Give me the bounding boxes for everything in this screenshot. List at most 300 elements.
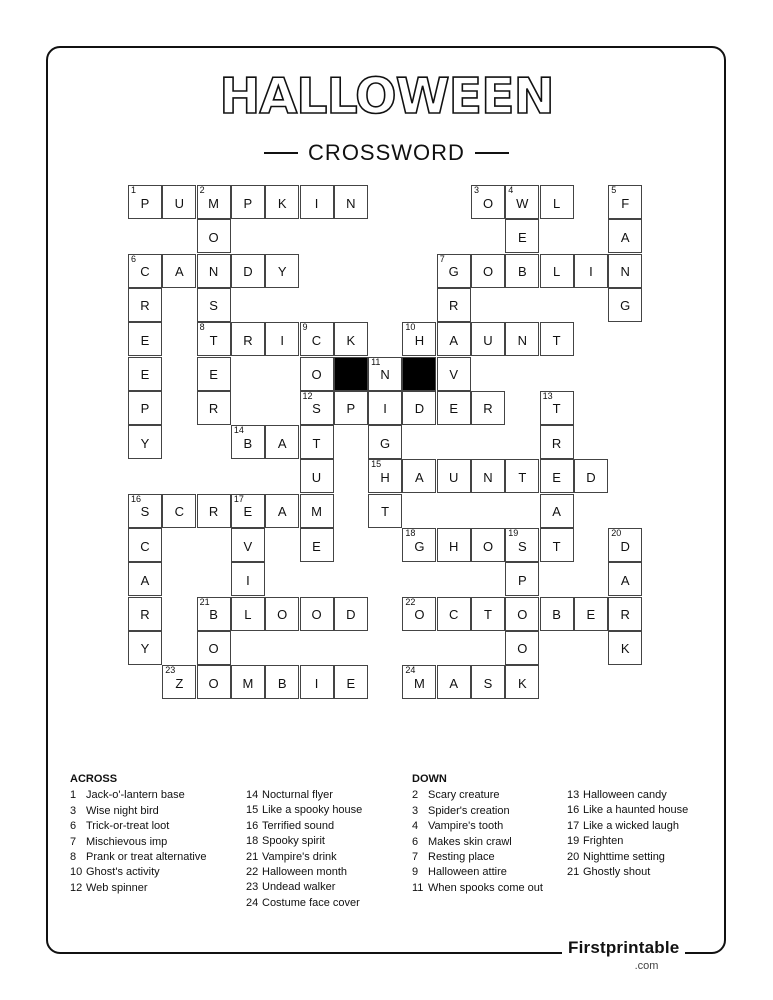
cell-letter: T <box>518 469 527 485</box>
clue-item <box>246 834 362 849</box>
grid-cell[interactable] <box>300 459 334 493</box>
clue-item-text: Nighttime setting <box>583 850 665 863</box>
black-cell <box>402 357 436 391</box>
brand-domain: .com <box>634 960 659 972</box>
cell-letter: R <box>243 332 253 348</box>
cell-letter: P <box>140 401 150 417</box>
cell-letter: E <box>586 607 596 623</box>
cell-letter: R <box>551 435 562 451</box>
grid-cell[interactable] <box>471 322 505 356</box>
across-clues-column-1 <box>70 772 206 896</box>
clue-number: 9 <box>302 322 308 333</box>
clue-item-text: Like a haunted house <box>583 804 689 817</box>
grid-cell[interactable] <box>608 597 642 631</box>
grid-cell[interactable] <box>540 459 574 493</box>
cell-letter: E <box>449 401 459 417</box>
cell-letter: A <box>552 504 561 520</box>
cell-letter: Y <box>140 641 150 657</box>
cell-letter: K <box>620 641 630 657</box>
clue-number: 13 <box>542 390 553 401</box>
cell-letter: R <box>140 607 150 623</box>
cell-letter: I <box>383 401 387 417</box>
cell-letter: E <box>209 367 218 382</box>
clue-item-text: Ghostly shout <box>583 866 651 879</box>
cell-letter: B <box>243 435 253 451</box>
cell-letter: A <box>140 572 150 588</box>
clue-item <box>412 819 543 834</box>
grid-cell[interactable] <box>300 597 334 631</box>
grid-cell[interactable] <box>368 494 402 528</box>
grid-cell[interactable] <box>505 631 539 665</box>
grid-cell[interactable] <box>197 254 231 288</box>
cell-letter: G <box>620 298 631 314</box>
grid-cell[interactable] <box>505 185 539 219</box>
grid-cell[interactable] <box>608 254 642 288</box>
grid-cell[interactable] <box>402 322 436 356</box>
grid-cell[interactable] <box>231 597 265 631</box>
grid-cell[interactable] <box>162 254 196 288</box>
grid-cell[interactable] <box>197 391 231 425</box>
clue-item-text: Nocturnal flyer <box>262 789 333 801</box>
cell-letter: D <box>414 401 425 417</box>
clue-item <box>70 850 206 865</box>
grid-cell[interactable] <box>334 391 368 425</box>
clue-item-text: Terrified sound <box>262 819 335 832</box>
grid-cell[interactable] <box>437 322 471 356</box>
grid-cell[interactable] <box>505 665 539 699</box>
grid-cell[interactable] <box>300 391 334 425</box>
grid-cell[interactable] <box>505 219 539 253</box>
clue-item-text: Scary creature <box>428 789 500 802</box>
grid-cell[interactable] <box>128 562 162 596</box>
cell-letter: W <box>516 195 529 211</box>
clue-number: 5 <box>611 185 617 195</box>
clue-number: 21 <box>199 596 210 607</box>
cell-letter: A <box>277 504 287 520</box>
cell-letter: T <box>312 435 321 451</box>
cell-letter: U <box>448 469 459 485</box>
clue-number: 7 <box>439 253 445 264</box>
cell-letter: O <box>414 607 425 623</box>
grid-cell[interactable] <box>334 597 368 631</box>
cell-letter: I <box>246 572 250 588</box>
grid-cell[interactable] <box>128 631 162 665</box>
cell-letter: G <box>414 538 425 554</box>
clue-item-number: 4 <box>412 820 419 833</box>
cell-letter: P <box>243 195 253 211</box>
clue-number: 6 <box>131 253 137 264</box>
clue-item-number: 14 <box>246 789 259 801</box>
grid-cell[interactable] <box>162 494 196 528</box>
cell-letter: O <box>482 538 494 554</box>
clue-number: 23 <box>165 665 176 676</box>
cell-letter: E <box>312 538 321 554</box>
grid-cell[interactable] <box>265 665 299 699</box>
cell-letter: E <box>346 675 356 691</box>
grid-cell[interactable] <box>265 185 299 219</box>
clue-item-number: 13 <box>567 789 580 801</box>
grid-cell[interactable] <box>197 357 231 391</box>
cell-letter: M <box>242 675 254 691</box>
cell-letter: N <box>380 367 390 382</box>
grid-cell[interactable] <box>128 254 162 288</box>
clue-item-number: 19 <box>567 835 580 848</box>
grid-cell[interactable] <box>128 391 162 425</box>
clue-item <box>412 788 543 803</box>
clue-item-text: Spider's creation <box>428 804 510 817</box>
grid-cell[interactable] <box>608 219 642 253</box>
grid-cell[interactable] <box>231 665 265 699</box>
clue-item-number: 8 <box>70 851 77 864</box>
clue-item-text: Jack-o'-lantern base <box>86 789 185 802</box>
cell-letter: T <box>209 332 218 348</box>
grid-cell[interactable] <box>540 322 574 356</box>
grid-cell[interactable] <box>300 665 334 699</box>
clue-item-number: 3 <box>412 804 419 817</box>
grid-cell[interactable] <box>402 391 436 425</box>
clue-number: 19 <box>508 528 519 538</box>
grid-cell[interactable] <box>368 391 402 425</box>
grid-cell[interactable] <box>608 562 642 596</box>
clue-number: 8 <box>199 322 205 333</box>
clue-item <box>246 880 362 895</box>
clue-item <box>567 834 688 849</box>
cell-letter: C <box>140 538 150 554</box>
cell-letter: S <box>483 675 493 691</box>
grid-cell[interactable] <box>437 391 471 425</box>
cell-letter: R <box>483 401 493 417</box>
cell-letter: M <box>413 675 425 691</box>
black-cell <box>334 357 368 391</box>
clue-item-number: 23 <box>246 881 259 894</box>
grid-cell[interactable] <box>437 459 471 493</box>
grid-cell[interactable] <box>368 459 402 493</box>
grid-cell[interactable] <box>437 254 471 288</box>
grid-cell[interactable] <box>197 219 231 253</box>
grid-cell[interactable] <box>334 185 368 219</box>
cell-letter: O <box>517 641 528 657</box>
clue-item <box>567 819 688 834</box>
clue-number: 22 <box>405 596 416 607</box>
grid-cell[interactable] <box>231 562 265 596</box>
cell-letter: Z <box>175 675 184 691</box>
grid-cell[interactable] <box>128 597 162 631</box>
cell-letter: O <box>482 264 494 280</box>
clue-item-text: Undead walker <box>262 881 336 894</box>
clue-item-text: Prank or treat alternative <box>86 851 207 864</box>
clue-item-text: Makes skin crawl <box>428 835 512 848</box>
grid-cell[interactable] <box>300 357 334 391</box>
grid-cell[interactable] <box>437 288 471 322</box>
grid-cell[interactable] <box>128 322 162 356</box>
grid-cell[interactable] <box>128 357 162 391</box>
grid-cell[interactable] <box>402 597 436 631</box>
cell-letter: O <box>311 607 322 623</box>
down-clues-column-2 <box>567 788 688 880</box>
grid-cell[interactable] <box>574 597 608 631</box>
grid-cell[interactable] <box>437 665 471 699</box>
clue-number: 17 <box>233 493 244 504</box>
cell-letter: F <box>621 195 630 211</box>
clue-item-text: When spooks come out <box>428 881 543 894</box>
cell-letter: O <box>517 607 528 623</box>
grid-cell[interactable] <box>574 459 608 493</box>
cell-letter: B <box>277 675 287 691</box>
clue-item-text: Like a spooky house <box>262 804 363 817</box>
clue-item-text: Frighten <box>583 835 624 848</box>
clue-item-text: Vampire's drink <box>262 850 337 863</box>
grid-cell[interactable] <box>197 494 231 528</box>
cell-letter: R <box>208 504 219 520</box>
grid-cell[interactable] <box>368 357 402 391</box>
cell-letter: R <box>620 607 630 623</box>
cell-letter: A <box>449 675 459 691</box>
cell-letter: N <box>346 195 356 211</box>
clue-item <box>412 804 543 819</box>
cell-letter: T <box>484 607 492 623</box>
cell-letter: O <box>208 641 219 657</box>
clue-item-number: 12 <box>70 881 83 894</box>
clue-item <box>70 804 206 819</box>
grid-cell[interactable] <box>471 459 505 493</box>
clue-item-number: 21 <box>567 866 580 879</box>
clue-number: 3 <box>474 185 480 195</box>
grid-cell[interactable] <box>402 528 436 562</box>
clue-number: 10 <box>405 322 416 333</box>
grid-cell[interactable] <box>471 665 505 699</box>
cell-letter: P <box>517 572 527 588</box>
cell-letter: N <box>620 264 630 280</box>
grid-cell[interactable] <box>608 185 642 219</box>
clue-item <box>246 788 362 803</box>
clue-item-number: 21 <box>246 850 259 863</box>
brand-logo <box>562 938 685 972</box>
clue-item-text: Web spinner <box>86 881 148 894</box>
grid-cell[interactable] <box>505 597 539 631</box>
grid-cell[interactable] <box>437 357 471 391</box>
clue-item-number: 2 <box>412 789 419 802</box>
clue-item-number: 7 <box>412 851 419 864</box>
cell-letter: C <box>311 332 322 348</box>
cell-letter: O <box>311 367 322 382</box>
clue-item <box>246 896 362 911</box>
grid-cell[interactable] <box>231 322 265 356</box>
grid-cell[interactable] <box>505 562 539 596</box>
cell-letter: B <box>209 607 218 623</box>
cell-letter: A <box>415 469 424 485</box>
clue-item <box>70 835 206 850</box>
clue-item-number: 20 <box>567 850 580 863</box>
cell-letter: E <box>140 332 150 348</box>
clue-item-number: 18 <box>246 835 259 848</box>
clue-item-number: 15 <box>246 804 259 817</box>
cell-letter: G <box>448 264 459 280</box>
grid-cell[interactable] <box>471 391 505 425</box>
cell-letter: Y <box>277 264 287 280</box>
cell-letter: E <box>243 504 253 520</box>
clue-item <box>567 788 688 803</box>
cell-letter: L <box>244 607 252 623</box>
cell-letter: E <box>517 229 527 245</box>
grid-cell[interactable] <box>334 322 368 356</box>
grid-cell[interactable] <box>197 597 231 631</box>
cell-letter: K <box>346 332 356 348</box>
grid-cell[interactable] <box>162 185 196 219</box>
page-subtitle: CROSSWORD <box>308 140 465 165</box>
grid-cell[interactable] <box>128 528 162 562</box>
clue-number: 15 <box>371 459 382 470</box>
cell-letter: I <box>280 332 284 348</box>
grid-cell[interactable] <box>300 494 334 528</box>
grid-cell[interactable] <box>265 494 299 528</box>
cell-letter: A <box>174 264 184 280</box>
grid-cell[interactable] <box>265 254 299 288</box>
cell-letter: D <box>586 469 596 485</box>
grid-cell[interactable] <box>608 528 642 562</box>
grid-cell[interactable] <box>300 425 334 459</box>
grid-cell[interactable] <box>505 322 539 356</box>
cell-letter: I <box>314 675 319 691</box>
grid-cell[interactable] <box>300 322 334 356</box>
grid-cell[interactable] <box>265 597 299 631</box>
clue-number: 11 <box>371 356 381 367</box>
grid-cell[interactable] <box>197 288 231 322</box>
page-title: HALLOWEEN <box>219 68 554 125</box>
clue-item-number: 24 <box>246 896 259 909</box>
cell-letter: D <box>620 538 630 554</box>
clue-item-number: 16 <box>246 819 259 832</box>
clue-item-text: Like a wicked laugh <box>583 819 680 832</box>
clue-item-text: Halloween candy <box>583 789 667 801</box>
cell-letter: O <box>482 195 494 211</box>
grid-cell[interactable] <box>128 288 162 322</box>
grid-cell[interactable] <box>300 528 334 562</box>
grid-cell[interactable] <box>368 425 402 459</box>
cell-letter: A <box>620 229 630 245</box>
clue-item-text: Ghost's activity <box>86 866 160 879</box>
cell-letter: A <box>620 572 630 588</box>
cell-letter: L <box>552 195 561 211</box>
clue-item-text: Resting place <box>428 851 495 864</box>
clue-item-number: 10 <box>70 866 83 879</box>
across-clues-column-2 <box>246 788 362 911</box>
grid-cell[interactable] <box>540 425 574 459</box>
clue-item-text: Halloween attire <box>428 866 507 879</box>
grid-cell[interactable] <box>540 254 574 288</box>
cell-letter: S <box>312 401 321 417</box>
grid-cell[interactable] <box>574 254 608 288</box>
grid-cell[interactable] <box>540 528 574 562</box>
clue-item-text: Spooky spirit <box>262 835 325 848</box>
cell-letter: H <box>380 469 390 485</box>
clue-item <box>246 803 362 818</box>
cell-letter: G <box>380 435 391 451</box>
grid-cell[interactable] <box>437 597 471 631</box>
clue-number: 12 <box>302 390 313 401</box>
clue-item <box>567 803 688 818</box>
clue-item-number: 22 <box>246 866 259 879</box>
clue-item-number: 3 <box>70 804 77 817</box>
grid-cell[interactable] <box>505 528 539 562</box>
grid-cell[interactable] <box>162 665 196 699</box>
grid-cell[interactable] <box>197 631 231 665</box>
grid-cell[interactable] <box>505 254 539 288</box>
grid-cell[interactable] <box>540 494 574 528</box>
clue-number: 14 <box>233 425 244 436</box>
cell-letter: C <box>448 607 459 623</box>
grid-cell[interactable] <box>265 322 299 356</box>
grid-cell[interactable] <box>471 597 505 631</box>
clue-item-number: 11 <box>412 881 424 894</box>
clue-item-text: Costume face cover <box>262 896 360 909</box>
grid-cell[interactable] <box>197 665 231 699</box>
grid-cell[interactable] <box>231 528 265 562</box>
grid-cell[interactable] <box>128 494 162 528</box>
cell-letter: N <box>483 469 493 485</box>
cell-letter: C <box>174 504 184 520</box>
grid-cell[interactable] <box>128 185 162 219</box>
cell-letter: O <box>277 607 288 623</box>
subtitle-rule-right <box>475 152 509 154</box>
grid-cell[interactable] <box>540 597 574 631</box>
grid-cell[interactable] <box>437 528 471 562</box>
cell-letter: S <box>517 538 527 554</box>
clue-item <box>412 865 543 880</box>
grid-cell[interactable] <box>197 185 231 219</box>
grid-cell[interactable] <box>300 185 334 219</box>
grid-cell[interactable] <box>540 391 574 425</box>
cell-letter: L <box>552 264 561 280</box>
clue-item <box>412 881 543 896</box>
cell-letter: N <box>208 264 219 280</box>
cell-letter: K <box>517 675 527 691</box>
grid-cell[interactable] <box>471 254 505 288</box>
grid-cell[interactable] <box>505 459 539 493</box>
grid-cell[interactable] <box>608 631 642 665</box>
brand-name: Firstprintable <box>568 938 680 957</box>
grid-cell[interactable] <box>231 254 265 288</box>
cell-letter: R <box>208 401 219 417</box>
clue-number: 4 <box>508 185 514 195</box>
grid-cell[interactable] <box>231 185 265 219</box>
cell-letter: E <box>140 367 150 382</box>
grid-cell[interactable] <box>471 185 505 219</box>
grid-cell[interactable] <box>265 425 299 459</box>
grid-cell[interactable] <box>231 425 265 459</box>
grid-cell[interactable] <box>128 425 162 459</box>
cell-letter: I <box>589 264 593 280</box>
cell-letter: R <box>140 298 150 314</box>
grid-cell[interactable] <box>334 665 368 699</box>
cell-letter: S <box>209 298 218 314</box>
cell-letter: T <box>552 332 561 348</box>
clue-number: 1 <box>131 185 137 195</box>
cell-letter: O <box>208 675 219 691</box>
grid-cell[interactable] <box>197 322 231 356</box>
grid-cell[interactable] <box>402 665 436 699</box>
clue-item-text: Vampire's tooth <box>428 820 504 833</box>
cell-letter: U <box>311 469 322 485</box>
grid-cell[interactable] <box>402 459 436 493</box>
clue-item <box>412 850 543 865</box>
grid-cell[interactable] <box>471 528 505 562</box>
clue-item <box>70 788 206 803</box>
cell-letter: H <box>448 538 459 554</box>
grid-cell[interactable] <box>540 185 574 219</box>
grid-cell[interactable] <box>608 288 642 322</box>
clue-number: 24 <box>405 665 416 676</box>
grid-cell[interactable] <box>231 494 265 528</box>
